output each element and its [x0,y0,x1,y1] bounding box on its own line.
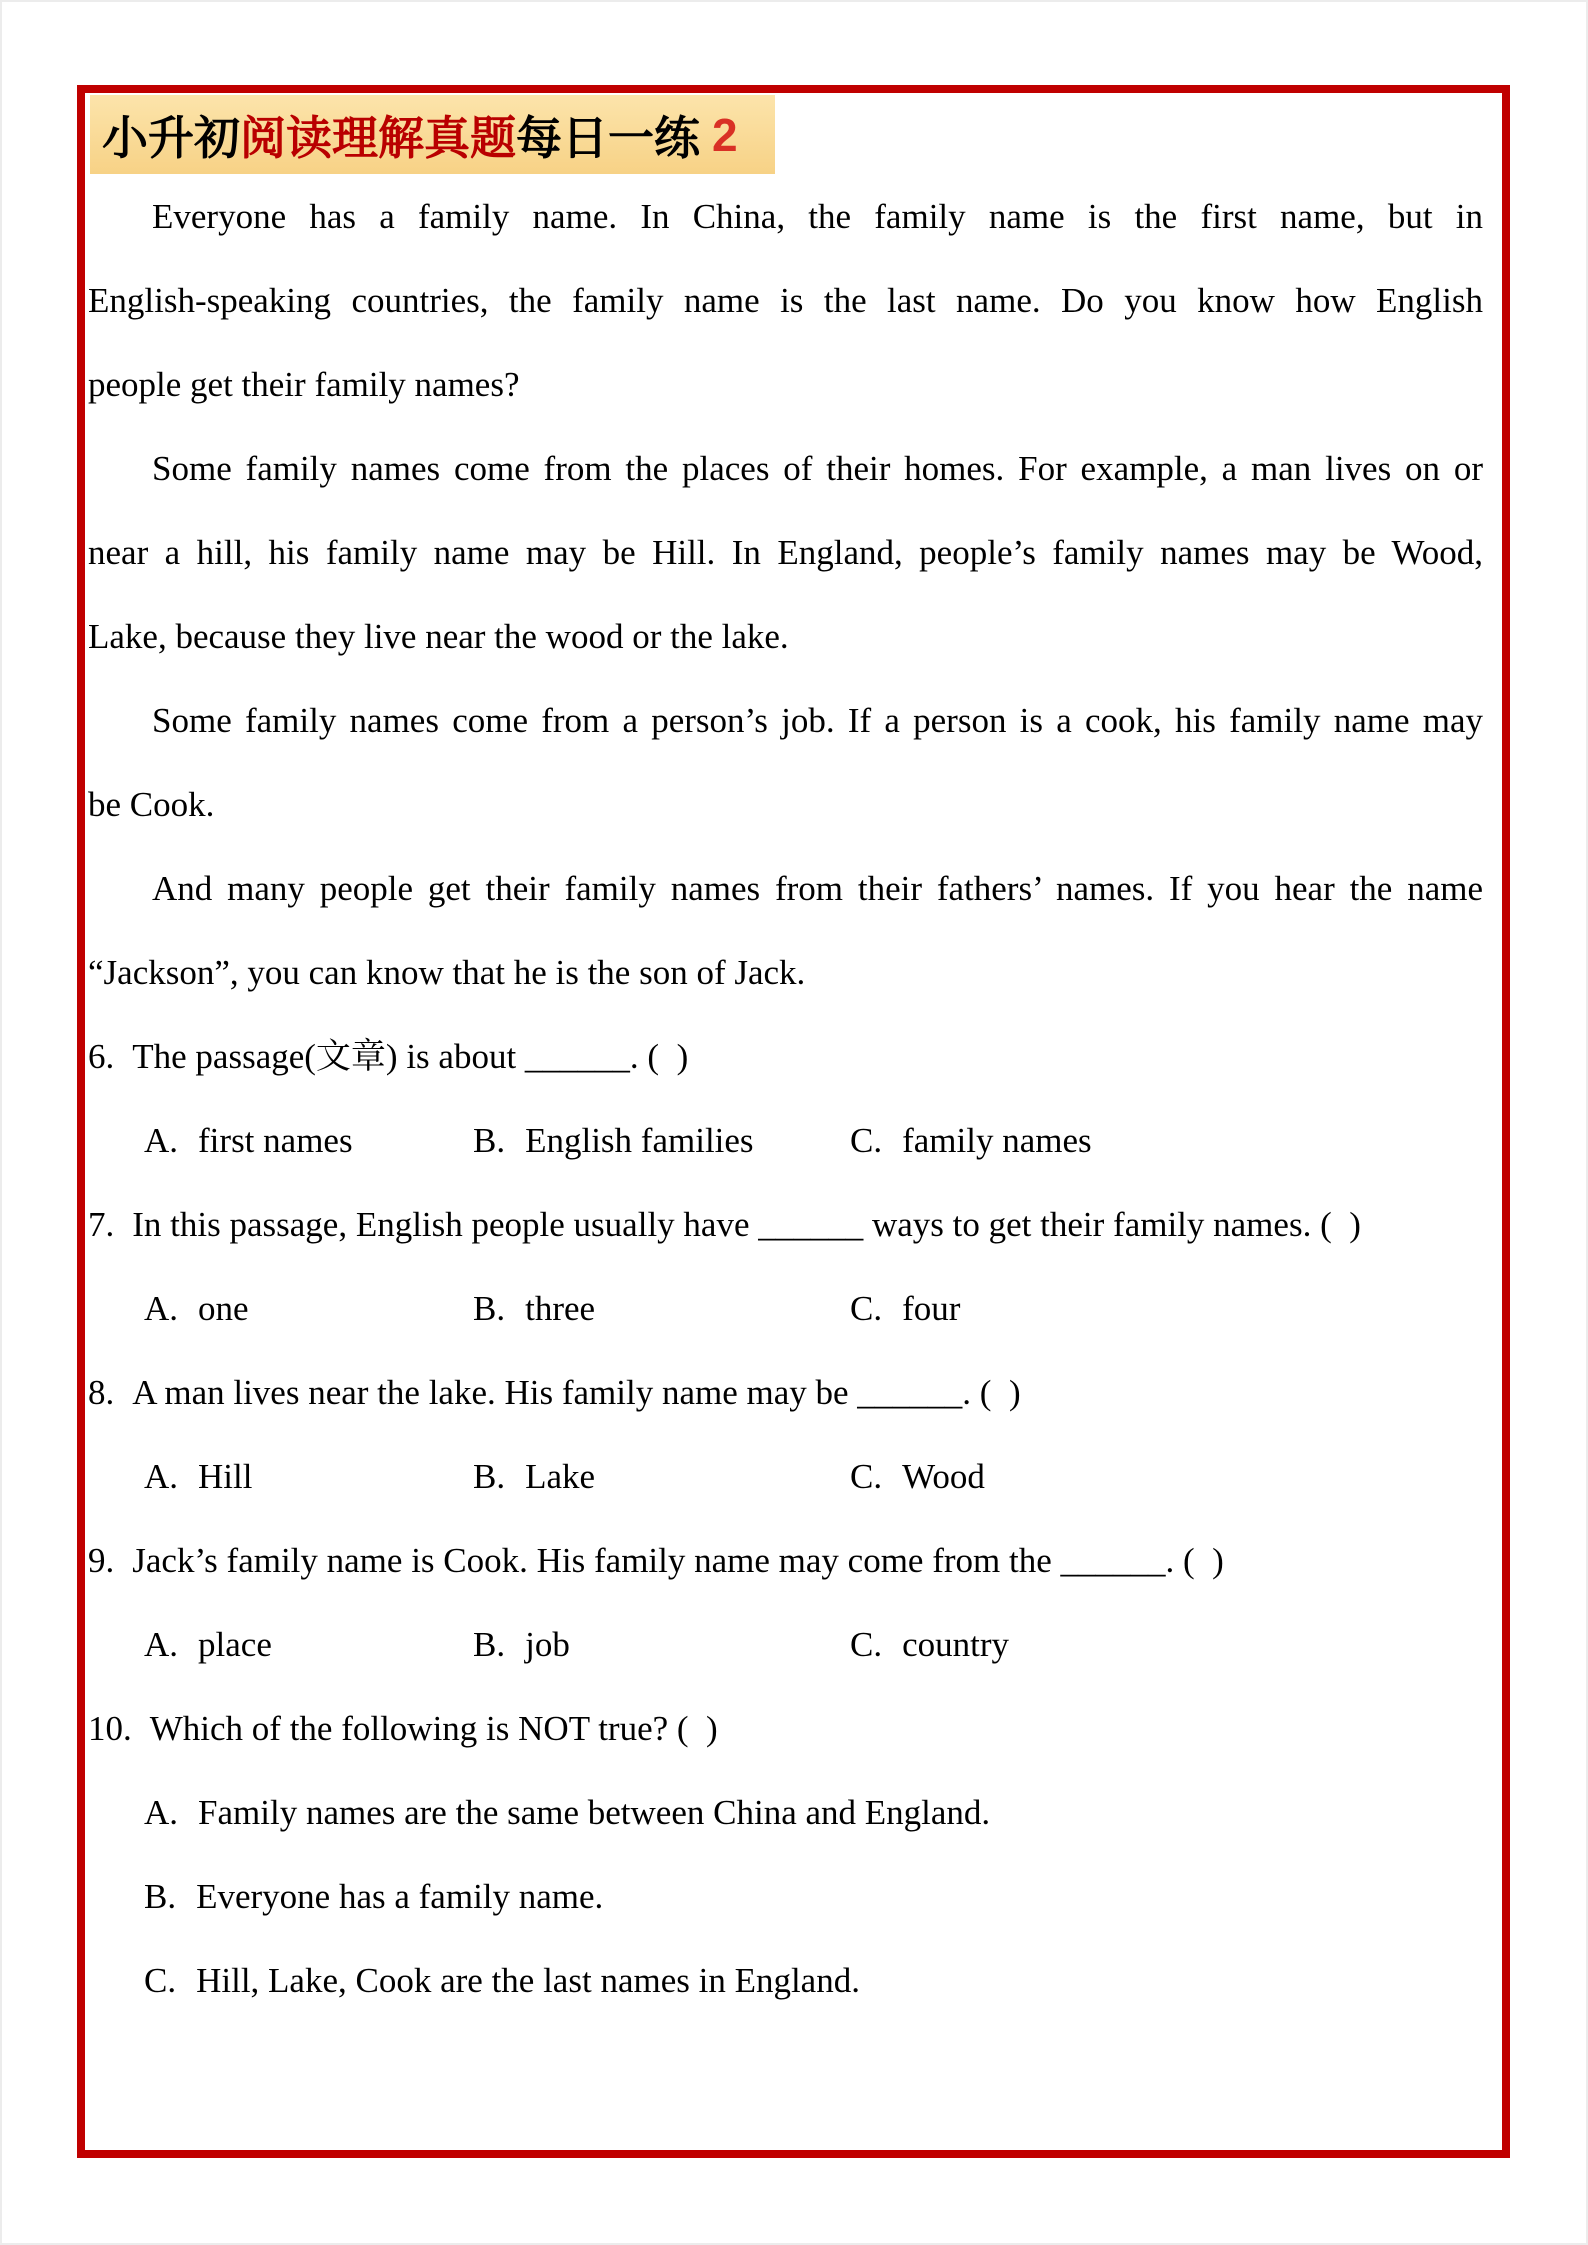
question-stem [88,1351,1483,1435]
option-c [850,1267,1483,1351]
passage-line: near a hill, his family name may be Hill. In England, people’s family names may be Wood, [88,533,1483,572]
option-label: B. [473,1121,506,1160]
option-text: four [902,1289,961,1328]
option-label: B. [144,1877,177,1916]
question-number: 10. [88,1709,132,1748]
question-10 [88,1687,1483,2023]
question-text: Which of the following is NOT true? ( ) [149,1709,718,1748]
option-text: place [198,1625,272,1664]
passage-line: Some family names come from a person’s job. If a person is a cook, his family name may [152,701,1483,740]
question-text: In this passage, English people usually have ______ ways to get their family names. ( ) [132,1205,1361,1244]
option-label: A. [144,1289,179,1328]
question-6 [88,1015,1483,1183]
question-stem [88,1015,1483,1099]
passage-paragraph-4 [88,847,1483,1015]
passage-line: be Cook. [88,785,215,824]
option-text: family names [902,1121,1092,1160]
option-label: A. [144,1457,179,1496]
passage-paragraph-2 [88,427,1483,679]
option-a [144,1099,473,1183]
option-b [88,1855,1483,1939]
options-row [88,1435,1483,1519]
question-9 [88,1519,1483,1687]
option-text: Hill, Lake, Cook are the last names in England. [196,1961,860,2000]
option-label: A. [144,1625,179,1664]
option-text: Everyone has a family name. [196,1877,604,1916]
option-text: first names [198,1121,353,1160]
option-label: C. [850,1289,883,1328]
option-c [850,1099,1483,1183]
title-lesson-number: 2 [712,108,738,161]
question-number: 8. [88,1373,115,1412]
title-segment-prefix: 小升初 [102,111,240,164]
question-stem [88,1687,1483,1771]
option-text: Family names are the same between China and England. [198,1793,991,1832]
question-7 [88,1183,1483,1351]
passage-paragraph-3 [88,679,1483,847]
option-label: B. [473,1289,506,1328]
passage-line: Lake, because they live near the wood or the lake. [88,617,789,656]
option-c [850,1603,1483,1687]
option-text: Lake [525,1457,596,1496]
option-text: Wood [902,1457,985,1496]
option-c [850,1435,1483,1519]
option-text: three [525,1289,596,1328]
option-b [473,1603,850,1687]
option-text: country [902,1625,1010,1664]
options-row [88,1099,1483,1183]
option-b [473,1099,850,1183]
option-b [473,1267,850,1351]
option-a [144,1267,473,1351]
options-row [88,1603,1483,1687]
title-segment-topic: 阅读理解真题 [240,111,516,164]
question-text: A man lives near the lake. His family name may be ______. ( ) [132,1373,1021,1412]
question-stem [88,1519,1483,1603]
question-text: The passage(文章) is about ______. ( ) [132,1037,689,1076]
question-number: 9. [88,1541,115,1580]
question-number: 7. [88,1205,115,1244]
question-8 [88,1351,1483,1519]
option-label: C. [850,1625,883,1664]
option-text: job [525,1625,570,1664]
question-text: Jack’s family name is Cook. His family name may come from the ______. ( ) [132,1541,1224,1580]
option-label: C. [850,1121,883,1160]
option-label: A. [144,1121,179,1160]
option-label: A. [144,1793,179,1832]
option-label: B. [473,1457,506,1496]
worksheet-content [88,175,1483,2023]
option-a [144,1603,473,1687]
passage-line: And many people get their family names from their fathers’ names. If you hear the name [152,869,1483,908]
option-text: Hill [198,1457,253,1496]
option-label: C. [144,1961,177,2000]
option-label: B. [473,1625,506,1664]
worksheet-title [90,95,775,174]
passage-line: Some family names come from the places of their homes. For example, a man lives on or [152,449,1483,488]
question-stem [88,1183,1483,1267]
option-label: C. [850,1457,883,1496]
option-a [144,1435,473,1519]
passage-line: people get their family names? [88,365,520,404]
passage-line: “Jackson”, you can know that he is the son of Jack. [88,953,806,992]
reading-passage [88,175,1483,1015]
option-c [88,1939,1483,2023]
option-b [473,1435,850,1519]
question-number: 6. [88,1037,115,1076]
options-row [88,1267,1483,1351]
passage-line: Everyone has a family name. In China, the family name is the first name, but in [152,197,1483,236]
passage-paragraph-1 [88,175,1483,427]
option-a [88,1771,1483,1855]
passage-line: English-speaking countries, the family name is the last name. Do you know how English [88,281,1483,320]
option-text: English families [525,1121,754,1160]
option-text: one [198,1289,249,1328]
title-segment-suffix: 每日一练 [516,111,700,164]
